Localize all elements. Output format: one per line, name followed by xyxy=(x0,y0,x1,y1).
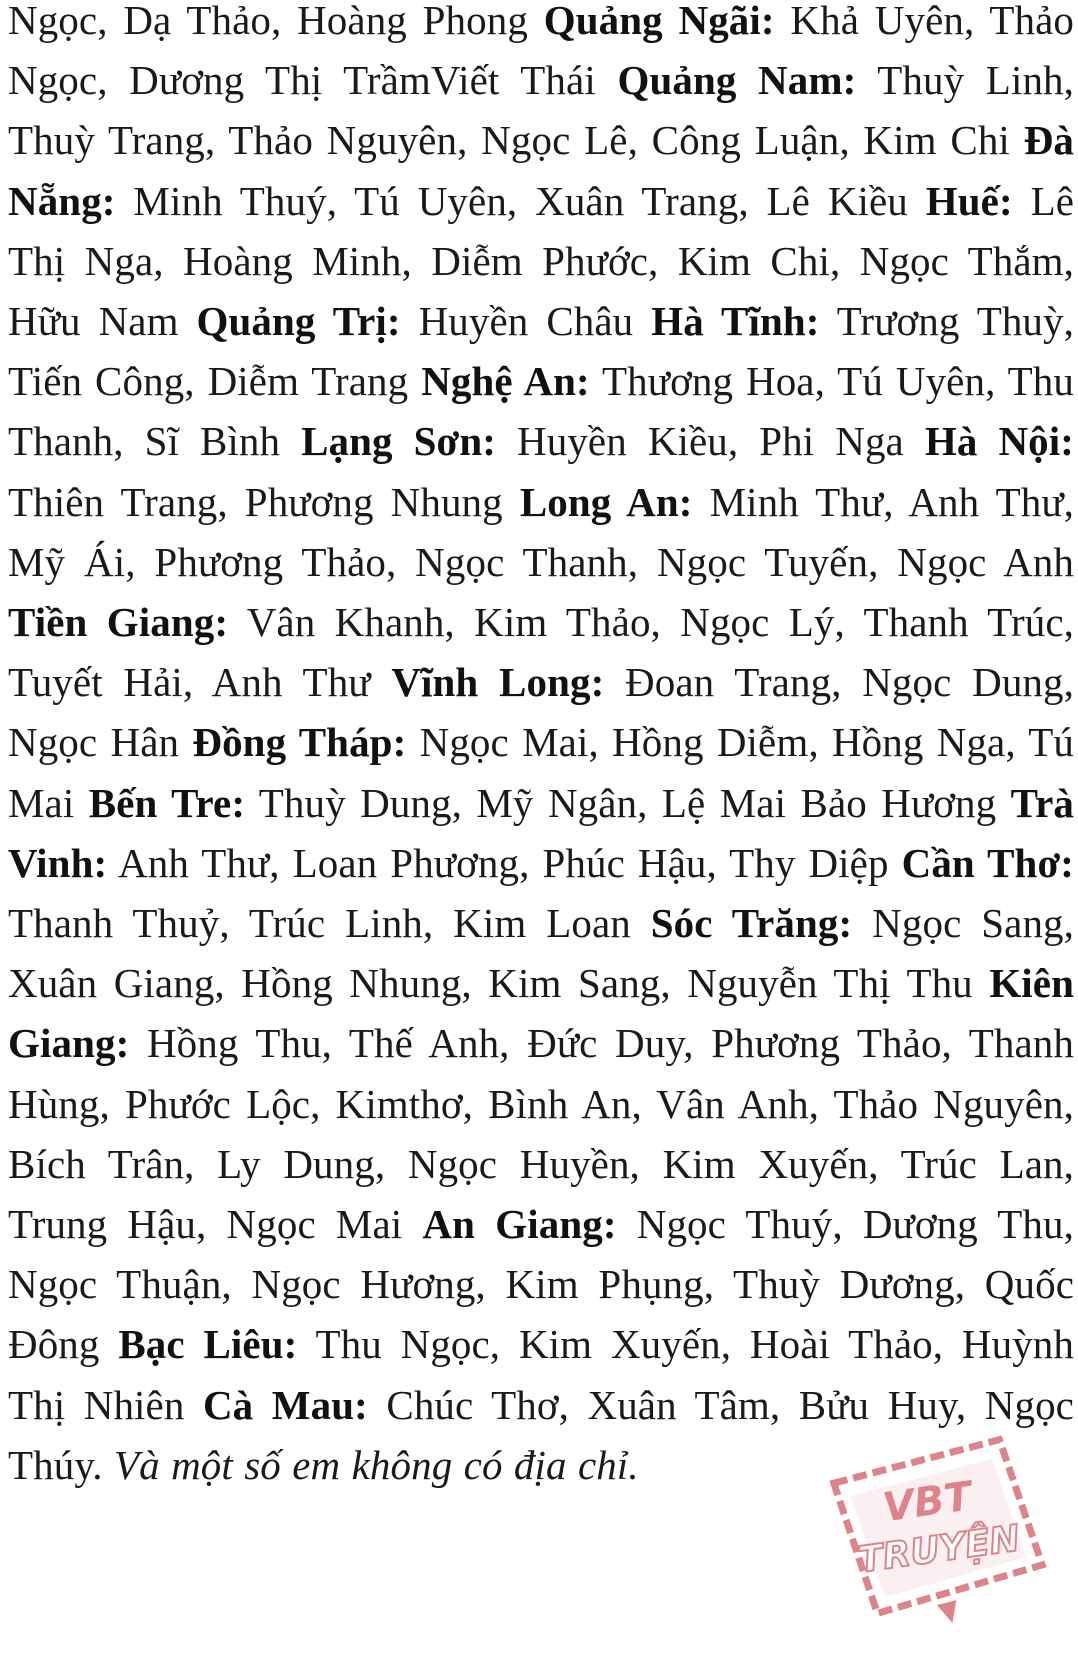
province-names: Huyền Châu xyxy=(418,298,634,345)
province-label: Bạc Liêu: xyxy=(118,1321,298,1368)
province-names: Huyền Kiều, Phi Nga xyxy=(517,418,904,465)
province-label: Trà Vinh: xyxy=(8,779,1074,886)
province-label: Cần Thơ: xyxy=(901,839,1075,886)
province-names: Thuỳ Linh, Thuỳ Trang, Thảo Nguyên, Ngọc Lê, Công Luận, Kim Chi xyxy=(8,57,1074,164)
province-names: Ngọc Sang, Xuân Giang, Hồng Nhung, Kim Sang, Nguyễn Thị Thu xyxy=(8,900,1074,1007)
province-names: Thu Ngọc, Kim Xuyến, Hoài Thảo, Huỳnh Thị Nhiên xyxy=(8,1321,1074,1428)
province-label: Hà Nội: xyxy=(924,418,1074,465)
province-label: Quảng Ngãi: xyxy=(543,0,775,43)
province-names: Minh Thư, Anh Thư, Mỹ Ái, Phương Thảo, Ngọc Thanh, Ngọc Tuyến, Ngọc Anh xyxy=(8,478,1074,585)
province-names: Anh Thư, Loan Phương, Phúc Hậu, Thy Diệp xyxy=(118,839,889,886)
province-label: Tiền Giang: xyxy=(8,599,229,646)
province-names: Đoan Trang, Ngọc Dung, Ngọc Hân xyxy=(8,659,1074,766)
province-label: An Giang: xyxy=(422,1201,617,1248)
province-label: Huế: xyxy=(925,177,1013,224)
province-label: Quảng Trị: xyxy=(196,298,401,345)
province-entries xyxy=(8,0,1074,1488)
province-names: Thanh Thuỷ, Trúc Linh, Kim Loan xyxy=(8,900,631,947)
province-names: Ngọc Mai, Hồng Diễm, Hồng Nga, Tú Mai xyxy=(8,719,1074,826)
province-names: Thương Hoa, Tú Uyên, Thu Thanh, Sĩ Bình xyxy=(8,358,1074,465)
province-label: Quảng Nam: xyxy=(617,57,857,104)
province-names: Lê Thị Nga, Hoàng Minh, Diễm Phước, Kim Chi, Ngọc Thắm, Hữu Nam xyxy=(8,177,1075,345)
province-names: Trương Thuỳ, Tiến Công, Diễm Trang xyxy=(8,298,1074,405)
province-names: Thuỳ Dung, Mỹ Ngân, Lệ Mai Bảo Hương xyxy=(258,779,997,826)
body-paragraph xyxy=(8,0,1074,1495)
province-names: Thiên Trang, Phương Nhung xyxy=(8,478,503,525)
lead-names: Ngọc, Dạ Thảo, Hoàng Phong xyxy=(8,0,528,43)
province-names: Khả Uyên, Thảo Ngọc, Dương Thị TrầmViết Thái xyxy=(8,0,1075,104)
province-label: Lạng Sơn: xyxy=(301,418,497,465)
province-label: Vĩnh Long: xyxy=(391,659,605,706)
province-label: Hà Tĩnh: xyxy=(651,298,820,345)
province-names: Chúc Thơ, Xuân Tâm, Bửu Huy, Ngọc Thúy. xyxy=(8,1381,1074,1488)
province-names: Ngọc Thuý, Dương Thu, Ngọc Thuận, Ngọc Hương, Kim Phụng, Thuỳ Dương, Quốc Đông xyxy=(8,1201,1074,1368)
province-names: Hồng Thu, Thế Anh, Đức Duy, Phương Thảo, Thanh Hùng, Phước Lộc, Kimthơ, Bình An, Vân Anh, Thảo Nguyên, Bích Trân, Ly Dung, Ngọc Huyền, Kim Xuyến, Trúc Lan, Trung Hậu, Ngọc Mai xyxy=(8,1020,1074,1248)
province-label: Kiên Giang: xyxy=(8,960,1074,1067)
province-label: Cà Mau: xyxy=(202,1381,368,1428)
province-names: Vân Khanh, Kim Thảo, Ngọc Lý, Thanh Trúc, Tuyết Hải, Anh Thư xyxy=(8,599,1075,706)
closing-note: Và một số em không có địa chỉ. xyxy=(114,1441,639,1488)
province-names: Minh Thuý, Tú Uyên, Xuân Trang, Lê Kiều xyxy=(133,177,908,224)
province-label: Bến Tre: xyxy=(88,779,246,826)
province-label: Nghệ An: xyxy=(421,358,590,405)
province-label: Sóc Trăng: xyxy=(650,900,853,947)
province-label: Đà Nẵng: xyxy=(8,117,1074,224)
watermark-line2: TRUYỆN xyxy=(855,1518,1023,1582)
watermark-line1: VBT xyxy=(880,1473,975,1532)
province-label: Đồng Tháp: xyxy=(192,719,407,766)
province-label: Long An: xyxy=(519,478,693,525)
